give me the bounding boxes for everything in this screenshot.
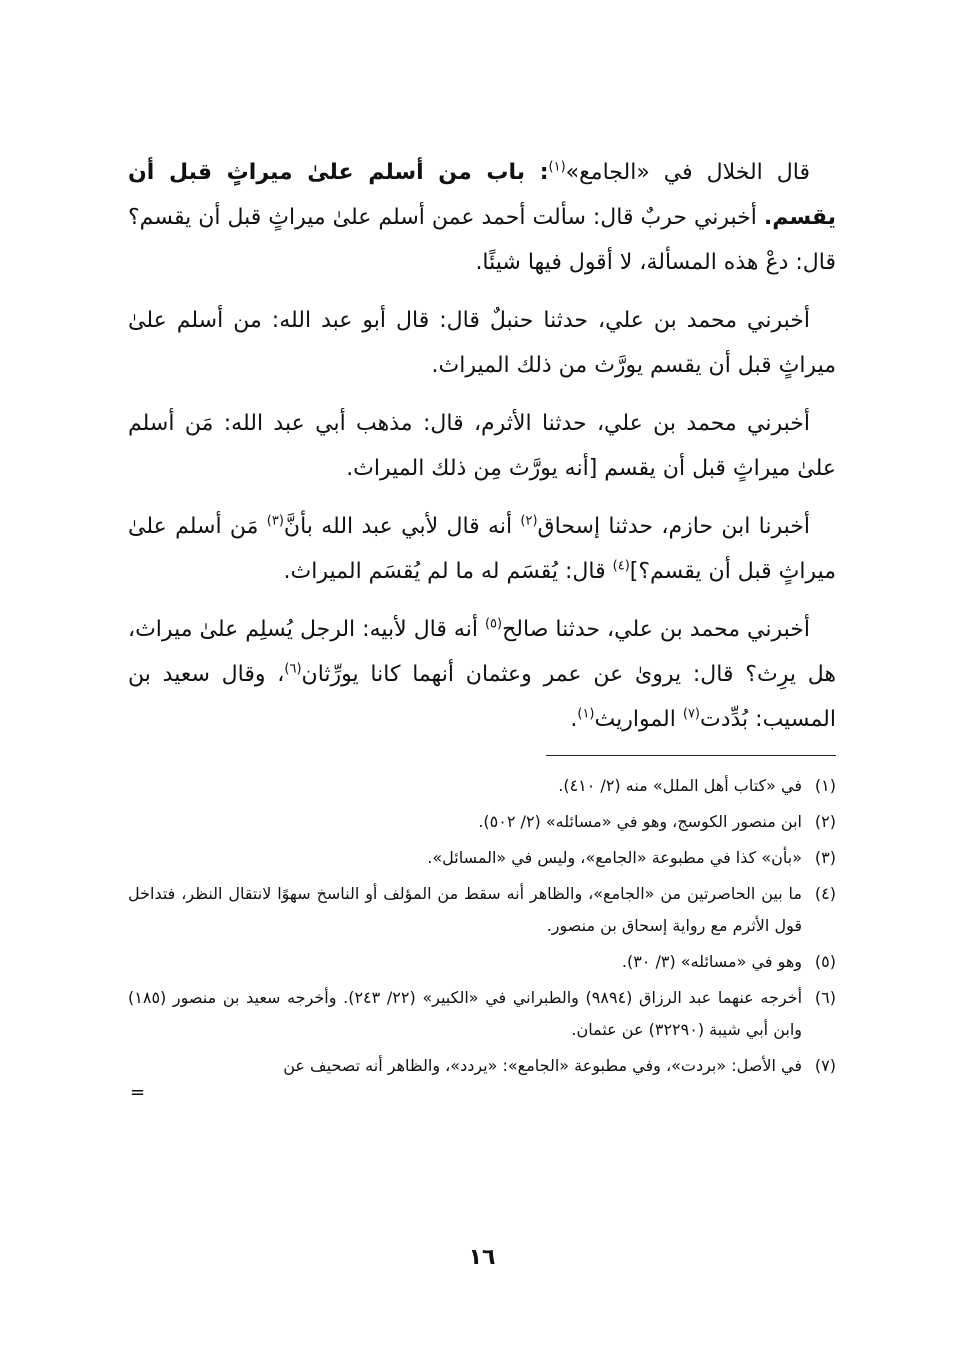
footnote-text: وهو في «مسائله» (٣/ ٣٠). [621, 952, 802, 971]
paragraph-text: قال: يُقسَم له ما لم يُقسَم الميراث. [283, 559, 613, 584]
footnotes [128, 770, 836, 1082]
paragraph [128, 607, 836, 742]
footnote-text: ابن منصور الكوسج، وهو في «مسائله» (٢/ ٥٠٢). [478, 812, 802, 831]
footnote [128, 946, 836, 978]
footnote [128, 1050, 836, 1082]
paragraph [128, 504, 836, 594]
footnote-text: «بأن» كذا في مطبوعة «الجامع»، وليس في «المسائل». [427, 848, 802, 867]
paragraph-text: أخبرني محمد بن علي، حدثنا صالح [502, 617, 810, 642]
paragraph-text: أخبرني محمد بن علي، حدثنا الأثرم، قال: مذهب أبي عبد الله: مَن أسلم علىٰ ميراثٍ قبل أن يقسم [أنه يورَّث مِن ذلك الميراث. [128, 411, 836, 481]
footnote-reference: (٥) [484, 616, 503, 632]
footnote-number: (٣) [814, 848, 836, 867]
page-number: ١٦ [468, 1245, 496, 1270]
paragraph-text: أخبرني محمد بن علي، حدثنا حنبلٌ قال: قال أبو عبد الله: من أسلم علىٰ ميراثٍ قبل أن يقسم يورَّث من ذلك الميراث. [128, 308, 836, 378]
footnote-reference: (١) [577, 706, 595, 722]
footnote [128, 878, 836, 942]
footnote [128, 770, 836, 802]
paragraph-text: ، وقال سعيد بن المسيب: بُدِّدت [128, 662, 836, 732]
footnote [128, 806, 836, 838]
footnote-divider [546, 755, 836, 756]
footnote-text: أخرجه عنهما عبد الرزاق (٩٨٩٤) والطبراني في «الكبير» (٢٢/ ٢٤٣). وأخرجه سعيد بن منصور (١٨٥) وابن أبي شيبة (٣٢٢٩٠) عن عثمان. [128, 988, 803, 1039]
paragraph-text: أخبرنا ابن حازم، حدثنا إسحاق [537, 514, 810, 539]
paragraph-text: أنه قال لأبي عبد الله بأنَّ [283, 514, 521, 539]
footnote-text: في الأصل: «بردت»، وفي مطبوعة «الجامع»: «يردد»، والظاهر أنه تصحيف عن [283, 1056, 802, 1075]
paragraph-text: المواريث [594, 707, 683, 732]
paragraph-text: مَن أسلم علىٰ ميراثٍ قبل أن يقسم؟] [128, 514, 836, 584]
page-body [128, 150, 836, 1102]
footnote [128, 842, 836, 874]
footnote-number: (١) [814, 776, 836, 795]
paragraph-text: قال الخلال في «الجامع» [565, 160, 810, 185]
footnote-text: ما بين الحاصرتين من «الجامع»، والظاهر أنه سقط من المؤلف أو الناسخ سهوًا لانتقال النظر، فتداخل قول الأثرم مع رواية إسحاق بن منصور. [128, 884, 802, 935]
footnote-number: (٢) [814, 812, 836, 831]
paragraph-text: . [570, 707, 578, 732]
chapter-heading-text: : باب من أسلم علىٰ ميراثٍ قبل أن يقسم. [128, 160, 836, 230]
continuation-mark: = [130, 1082, 146, 1103]
paragraph [128, 298, 836, 388]
footnote-reference: (١) [548, 159, 566, 175]
footnote-reference: (٦) [284, 661, 302, 677]
paragraph-text: أخبرني حربٌ قال: سألت أحمد عمن أسلم علىٰ ميراثٍ قبل أن يقسم؟ قال: دعْ هذه المسألة، لا أقول فيها شيئًا. [128, 205, 836, 275]
footnote [128, 982, 836, 1046]
footnote-number: (٤) [814, 884, 836, 903]
footnote-text: في «كتاب أهل الملل» منه (٢/ ٤١٠). [558, 776, 802, 795]
paragraph [128, 401, 836, 491]
footnote-number: (٧) [814, 1056, 836, 1075]
main-text [128, 150, 836, 742]
footnote-reference: (٧) [682, 706, 700, 722]
footnote-reference: (٢) [520, 513, 538, 529]
footnote-reference: (٣) [266, 513, 284, 529]
footnote-number: (٥) [814, 952, 836, 971]
paragraph [128, 150, 836, 285]
footnote-number: (٦) [814, 988, 836, 1007]
footnote-reference: (٤) [612, 558, 630, 574]
paragraph-text: أنه قال لأبيه: الرجل يُسلِم علىٰ ميراث، هل يرِث؟ قال: يروىٰ عن عمر وعثمان أنهما كانا يورِّثان [128, 617, 837, 687]
